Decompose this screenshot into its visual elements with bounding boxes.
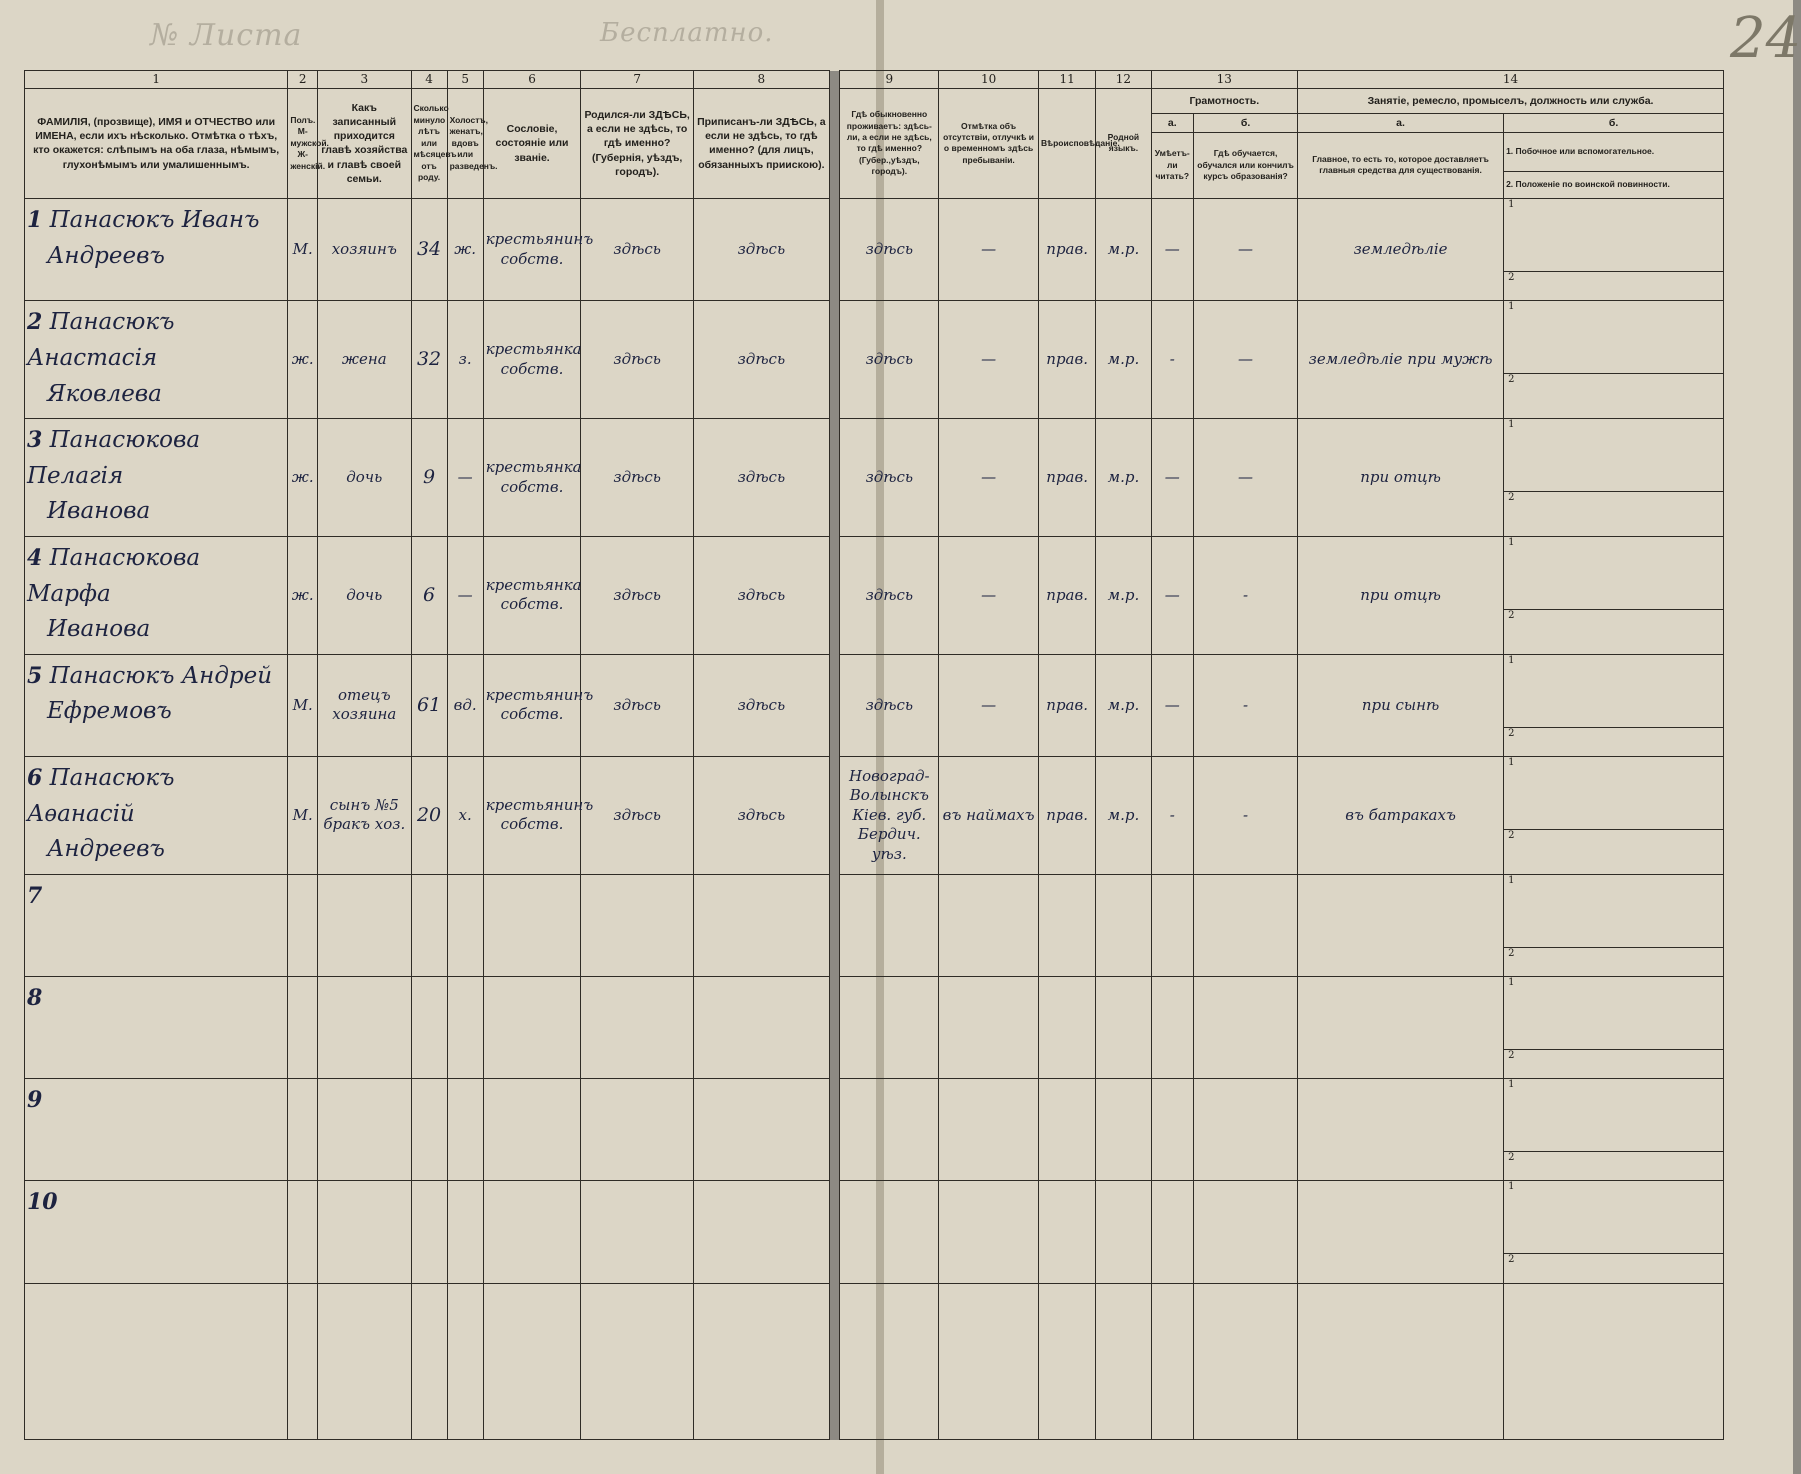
page-gap [829,874,840,976]
occupation-cell: при сынѣ [1298,654,1504,756]
name-cell [25,536,288,654]
person-row-5 [25,654,1724,756]
surname-name: Панасюкъ Андрей [49,662,273,689]
col-num-5: 5 [447,71,483,89]
side-occupation-cell: 1 2 [1504,756,1724,874]
bottom-margin-row [25,1283,1724,1439]
occupation-cell: въ батракахъ [1298,756,1504,874]
marital-cell: з. [447,301,483,419]
absence-cell: — [939,654,1039,756]
header-13a-letter: а. [1151,113,1193,132]
page-gap [829,301,840,419]
registered-cell: здѣсь [693,756,829,874]
page-gap [829,1079,840,1181]
page-gap [829,199,840,301]
born-cell: здѣсь [581,756,694,874]
sex-cell: М. [288,654,318,756]
row-number: 8 [27,984,43,1011]
row-number: 7 [27,882,43,909]
born-cell: здѣсь [581,301,694,419]
estate-cell: крестьянинъ собств. [483,756,581,874]
literate-cell: — [1151,419,1193,537]
patronymic: Андреевъ [47,242,165,269]
age-cell: 6 [411,536,447,654]
col-num-2: 2 [288,71,318,89]
language-cell: м.р. [1096,301,1151,419]
marital-cell: ж. [447,199,483,301]
side-occupation-cell: 1 2 [1504,1079,1724,1181]
residence-cell: Новоград-Волынскъ Кіев. губ. Бердич. уѣз. [840,756,939,874]
header-name: ФАМИЛІЯ, (прозвище), ИМЯ и ОТЧЕСТВО или ИМЕНА, если ихъ нѣсколько. Отмѣтка о тѣхъ, кто окажется: слѣпымъ на оба глаза, нѣмымъ, глухонѣмымъ или умалишеннымъ. [25,88,288,199]
relation-cell: хозяинъ [318,199,411,301]
relation-cell: сынъ №5 бракъ хоз. [318,756,411,874]
empty-row-8 [25,976,1724,1078]
registered-cell: здѣсь [693,536,829,654]
name-cell [25,199,288,301]
religion-cell: прав. [1039,756,1096,874]
residence-cell: здѣсь [840,536,939,654]
age-cell: 61 [411,654,447,756]
born-cell: здѣсь [581,654,694,756]
estate-cell: крестьянка собств. [483,536,581,654]
literate-cell: — [1151,199,1193,301]
row-number: 3 [27,427,43,454]
patronymic: Иванова [47,616,151,643]
surname-name: Панасюкова Пелагія [27,427,201,489]
born-cell: здѣсь [581,419,694,537]
name-cell [25,1079,288,1181]
patronymic: Ефремовъ [47,698,172,725]
education-cell: - [1194,654,1298,756]
marital-cell: — [447,419,483,537]
empty-row-10 [25,1181,1724,1283]
registered-cell: здѣсь [693,654,829,756]
row-number: 5 [27,662,43,689]
side-occupation-cell: 1 2 [1504,536,1724,654]
estate-cell: крестьянинъ собств. [483,199,581,301]
page-gap [829,536,840,654]
row-number: 4 [27,544,43,571]
header-marital: Холостъ, женатъ, вдовъ или разведенъ. [447,88,483,199]
col-num-4: 4 [411,71,447,89]
side-occupation-cell: 1 2 [1504,199,1724,301]
side-occupation-cell: 1 2 [1504,1181,1724,1283]
occupation-cell: земледѣліе при мужѣ [1298,301,1504,419]
occupation-cell: при отцѣ [1298,536,1504,654]
residence-cell: здѣсь [840,301,939,419]
education-cell: - [1194,536,1298,654]
registered-cell: здѣсь [693,301,829,419]
row-number: 1 [27,207,43,234]
col-num-14: 14 [1298,71,1724,89]
row-number: 6 [27,764,43,791]
header-13b-letter: б. [1194,113,1298,132]
name-cell [25,756,288,874]
language-cell: м.р. [1096,419,1151,537]
col-num-1: 1 [25,71,288,89]
surname-name: Панасюкъ Анастасія [27,309,175,372]
header-education: Гдѣ обучается, обучался или кончилъ курсъ образованія? [1194,132,1298,199]
religion-cell: прав. [1039,654,1096,756]
marital-cell: — [447,536,483,654]
patronymic: Яковлева [47,380,162,407]
age-cell: 20 [411,756,447,874]
estate-cell: крестьянка собств. [483,419,581,537]
page-gap [829,71,840,89]
col-num-6: 6 [483,71,581,89]
born-cell: здѣсь [581,199,694,301]
literate-cell: — [1151,654,1193,756]
registered-cell: здѣсь [693,199,829,301]
empty-row-7 [25,874,1724,976]
side-occupation-cell: 1 2 [1504,301,1724,419]
literate-cell: - [1151,301,1193,419]
side-occupation-cell: 1 2 [1504,419,1724,537]
header-language: Родной языкъ. [1096,88,1151,199]
estate-cell: крестьянинъ собств. [483,654,581,756]
name-cell [25,1181,288,1283]
sheet-number-print: № Листа [150,18,303,53]
header-military: 2. Положеніе по воинской повинности. [1504,172,1724,199]
header-sex: Полъ. М-мужской. Ж-женскій. [288,88,318,199]
header-occupation: Занятіе, ремесло, промыселъ, должность или служба. [1298,88,1724,113]
language-cell: м.р. [1096,536,1151,654]
surname-name: Панасюкова Марфа [27,544,201,607]
header-born: Родился-ли ЗДѢСЬ, а если не здѣсь, то гдѣ именно? (Губернія, уѣздъ, городъ). [581,88,694,199]
column-numbers-row [25,71,1724,89]
relation-cell: жена [318,301,411,419]
literate-cell: - [1151,756,1193,874]
col-num-8: 8 [693,71,829,89]
header-literacy: Грамотность. [1151,88,1298,113]
religion-cell: прав. [1039,419,1096,537]
header-14b-letter: б. [1504,113,1724,132]
absence-cell: — [939,199,1039,301]
literate-cell: — [1151,536,1193,654]
person-row-1 [25,199,1724,301]
col-num-7: 7 [581,71,694,89]
page-gap [829,976,840,1078]
sex-cell: М. [288,199,318,301]
sex-cell: ж. [288,301,318,419]
header-registered: Приписанъ-ли ЗДѢСЬ, а если не здѣсь, то гдѣ именно? (для лицъ, обязанныхъ приискою). [693,88,829,199]
header-14a-letter: а. [1298,113,1504,132]
name-cell [25,419,288,537]
marital-cell: х. [447,756,483,874]
row-number: 2 [27,309,43,336]
name-cell [25,654,288,756]
language-cell: м.р. [1096,199,1151,301]
header-can-read: Умѣетъ-ли читать? [1151,132,1193,199]
page-gap [829,419,840,537]
header-residence: Гдѣ обыкновенно проживаетъ: здѣсь-ли, а если не здѣсь, то гдѣ именно? (Губер.,уѣздъ, городъ). [840,88,939,199]
patronymic: Андреевъ [47,836,165,863]
header-estate: Сословіе, состояніе или званіе. [483,88,581,199]
sex-cell: ж. [288,419,318,537]
religion-cell: прав. [1039,536,1096,654]
religion-cell: прав. [1039,199,1096,301]
header-row-1 [25,88,1724,113]
header-religion: Вѣроисповѣданіе. [1039,88,1096,199]
registered-cell: здѣсь [693,419,829,537]
name-cell [25,874,288,976]
education-cell: — [1194,419,1298,537]
absence-cell: — [939,419,1039,537]
education-cell: — [1194,301,1298,419]
person-row-3 [25,419,1724,537]
patronymic: Иванова [47,498,151,525]
page-gap [829,654,840,756]
language-cell: м.р. [1096,654,1151,756]
person-row-6 [25,756,1724,874]
surname-name: Панасюкъ Аѳанасій [27,764,175,827]
name-cell [25,976,288,1078]
occupation-cell: земледѣліе [1298,199,1504,301]
header-absence: Отмѣтка объ отсутствіи, отлучкѣ и о временномъ здѣсь пребываніи. [939,88,1039,199]
col-num-13: 13 [1151,71,1298,89]
page-gap [829,1181,840,1283]
absence-cell: — [939,301,1039,419]
header-age: Сколько минуло лѣтъ или мѣсяцевъ отъ роду. [411,88,447,199]
absence-cell: въ наймахъ [939,756,1039,874]
relation-cell: дочь [318,536,411,654]
row-number: 9 [27,1087,43,1114]
row-number: 10 [27,1189,58,1216]
estate-cell: крестьянка собств. [483,301,581,419]
page-number: 24 [1730,6,1801,71]
person-row-4 [25,536,1724,654]
sex-cell: М. [288,756,318,874]
header-main-occupation: Главное, то есть то, которое доставляетъ главныя средства для существованія. [1298,132,1504,199]
surname-name: Панасюкъ Иванъ [49,207,260,234]
age-cell: 9 [411,419,447,537]
side-occupation-cell: 1 2 [1504,874,1724,976]
header-side-occupation: 1. Побочное или вспомогательное. [1504,132,1724,172]
col-num-3: 3 [318,71,411,89]
education-cell: — [1194,199,1298,301]
occupation-cell: при отцѣ [1298,419,1504,537]
col-num-10: 10 [939,71,1039,89]
religion-cell: прав. [1039,301,1096,419]
residence-cell: здѣсь [840,199,939,301]
residence-cell: здѣсь [840,419,939,537]
name-cell [25,301,288,419]
side-occupation-cell: 1 2 [1504,976,1724,1078]
col-num-9: 9 [840,71,939,89]
residence-cell: здѣсь [840,654,939,756]
language-cell: м.р. [1096,756,1151,874]
relation-cell: дочь [318,419,411,537]
age-cell: 34 [411,199,447,301]
side-occupation-cell: 1 2 [1504,654,1724,756]
age-cell: 32 [411,301,447,419]
born-cell: здѣсь [581,536,694,654]
relation-cell: отецъ хозяина [318,654,411,756]
education-cell: - [1194,756,1298,874]
sex-cell: ж. [288,536,318,654]
free-print: Бесплатно. [600,18,774,48]
absence-cell: — [939,536,1039,654]
census-table [24,70,1724,1440]
col-num-12: 12 [1096,71,1151,89]
page-gap [829,756,840,874]
col-num-11: 11 [1039,71,1096,89]
person-row-2 [25,301,1724,419]
empty-row-9 [25,1079,1724,1181]
page-gap [829,1283,840,1439]
page-gap [829,88,840,199]
marital-cell: вд. [447,654,483,756]
header-relation: Какъ записанный приходится главѣ хозяйства и главѣ своей семьи. [318,88,411,199]
